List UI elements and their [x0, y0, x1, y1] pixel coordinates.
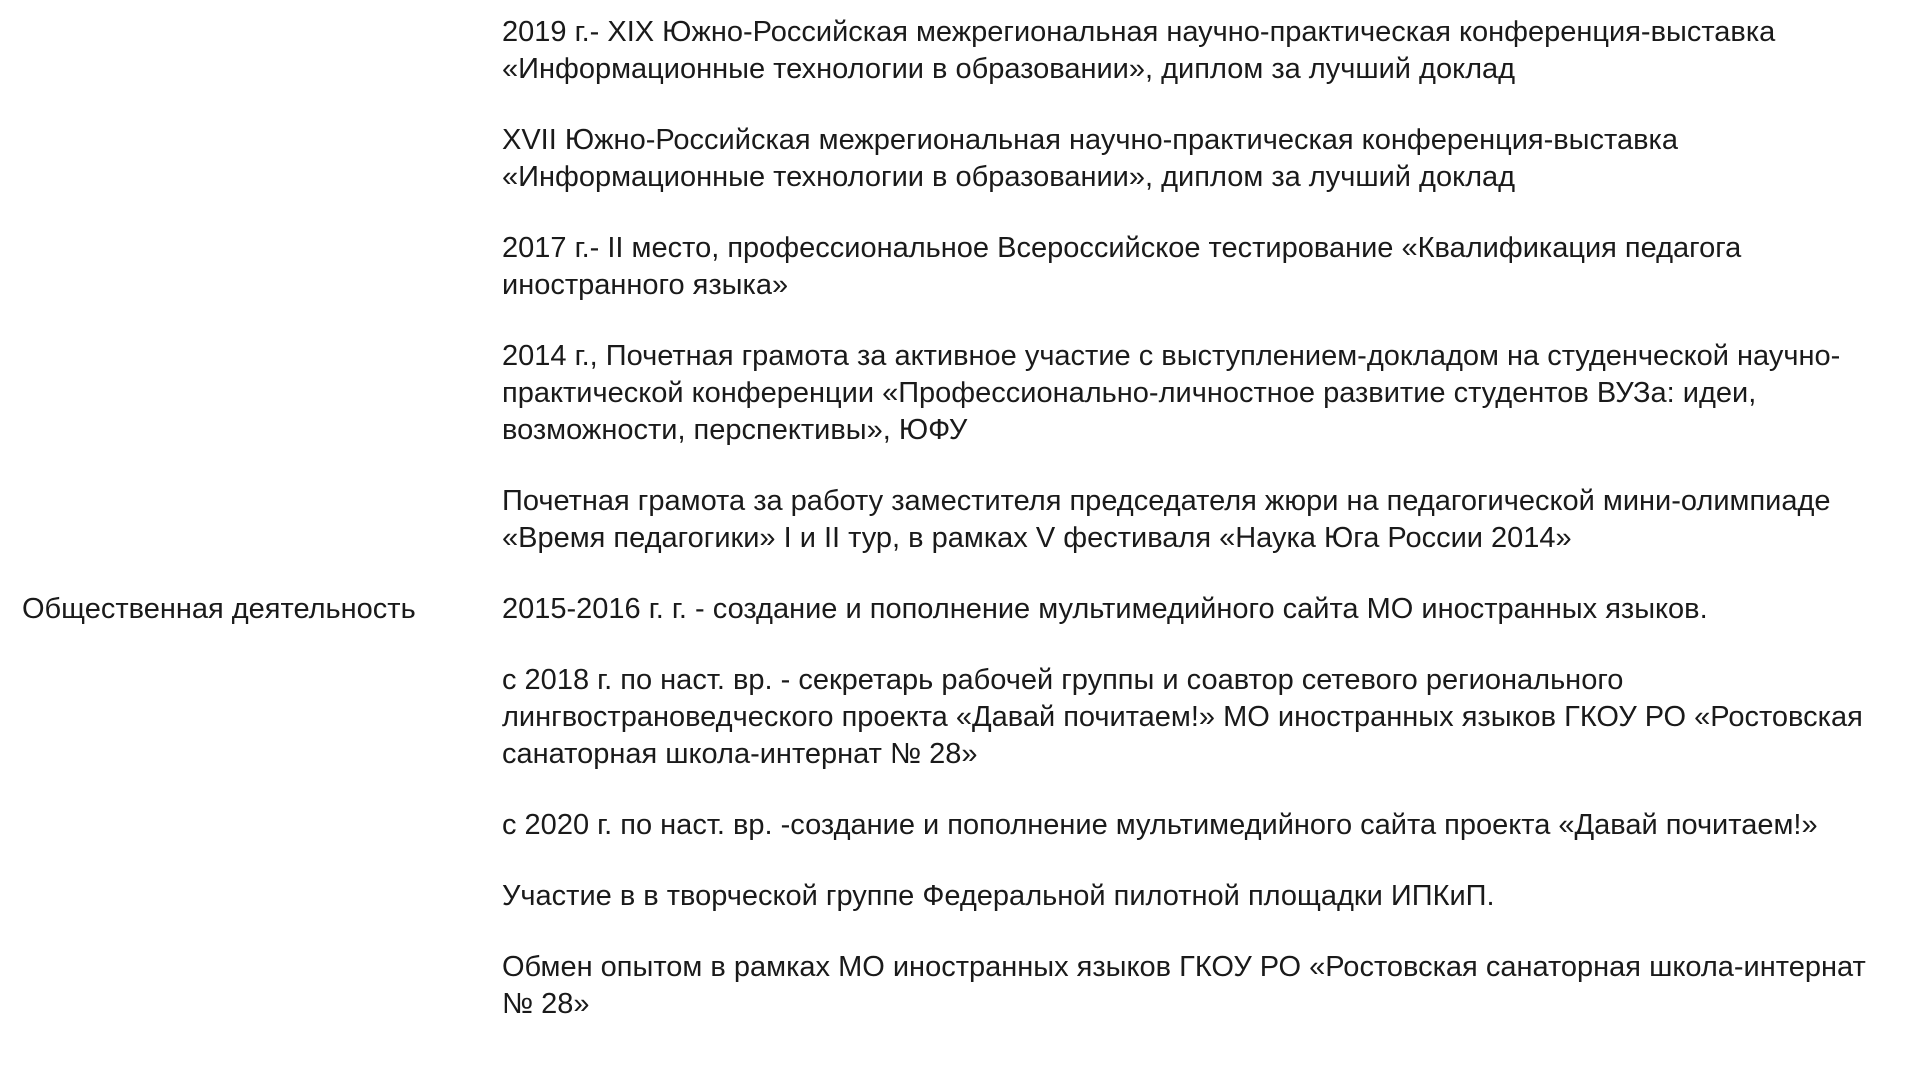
- social-activity-entry: Участие в в творческой группе Федеральной пилотной площадки ИПКиП.: [502, 880, 1495, 912]
- social-activity-entry: с 2020 г. по наст. вр. -создание и пополнение мультимедийного сайта проекта «Давай почитаем!»: [502, 809, 1818, 841]
- social-activity-entry: 2015-2016 г. г. - создание и пополнение мультимедийного сайта МО иностранных языков.: [502, 593, 1708, 625]
- achievement-entry: 2017 г.- II место, профессиональное Всероссийское тестирование «Квалификация педагога иностранного языка»: [502, 232, 1742, 301]
- social-activity-entry: Обмен опытом в рамках МО иностранных языков ГКОУ РО «Ростовская санаторная школа-интернат № 28»: [502, 951, 1866, 1020]
- achievements-entries: [502, 14, 1892, 557]
- social-activity-section: [0, 591, 1906, 1023]
- achievement-entry: XVII Южно-Российская межрегиональная научно-практическая конференция-выставка «Информационные технологии в образовании», диплом за лучший доклад: [502, 124, 1678, 193]
- achievement-entry: 2019 г.- XIX Южно-Российская межрегиональная научно-практическая конференция-выставка «Информационные технологии в образовании», диплом за лучший доклад: [502, 16, 1776, 85]
- social-activity-entries: [502, 591, 1892, 1023]
- social-activity-entry: с 2018 г. по наст. вр. - секретарь рабочей группы и соавтор сетевого регионального лингвострановедческого проекта «Давай почитаем!» МО иностранных языков ГКОУ РО «Ростовская санаторная школа-интернат № 28»: [502, 664, 1863, 770]
- achievement-entry: 2014 г., Почетная грамота за активное участие с выступлением-докладом на студенческой научно-практической конференции «Профессионально-личностное развитие студентов ВУЗа: идеи, возможности, перспективы», ЮФУ: [502, 340, 1841, 446]
- achievement-entry: Почетная грамота за работу заместителя председателя жюри на педагогической мини-олимпиаде «Время педагогики» I и II тур, в рамках V фестиваля «Наука Юга России 2014»: [502, 485, 1831, 554]
- social-activity-label: Общественная деятельность: [22, 593, 416, 625]
